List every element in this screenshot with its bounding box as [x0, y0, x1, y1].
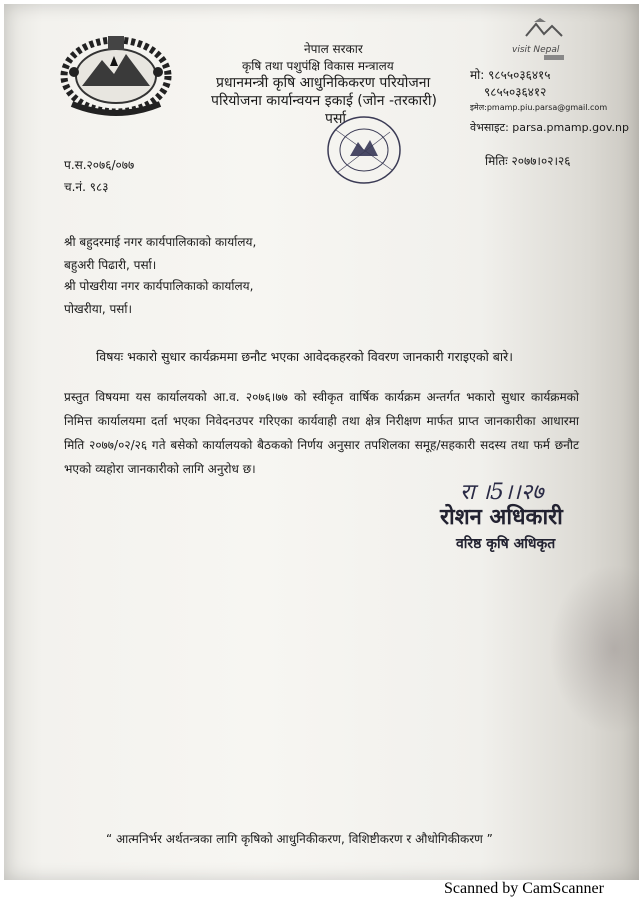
letter-page [4, 4, 639, 880]
letterhead-unit: परियोजना कार्यान्वयन इकाई (जोन -तरकारी) [211, 93, 437, 109]
addressee-line-4: पोखरीया, पर्सा। [64, 302, 133, 316]
footer-motto: “ आत्मनिर्भर अर्थतन्त्रका लागि कृषिको आधुनिकीकरण, विशिष्टीकरण र औधोगिकीकरण ” [106, 832, 493, 846]
addressee-line-3: श्री पोखरीया नगर कार्यपालिकाको कार्यालय, [64, 279, 254, 293]
letterhead-project: प्रधानमन्त्री कृषि आधुनिकिकरण परियोजना [216, 75, 431, 91]
visit-nepal-text: visit Nepal [512, 45, 560, 55]
letterhead-district: पर्सा [325, 111, 347, 127]
letter-subject: विषयः भकारो सुधार कार्यक्रममा छनौट भएका आवेदकहरको विवरण जानकारी गराइएको बारे। [96, 349, 514, 364]
contact-email: इमेल:pmamp.piu.parsa@gmail.com [470, 103, 608, 112]
shadow-overlay [549, 564, 639, 734]
contact-website: वेभसाइट: parsa.pmamp.gov.np [470, 121, 629, 134]
visit-nepal-logo-icon [504, 18, 574, 64]
office-stamp-icon [324, 112, 404, 188]
signatory-name: रोशन अधिकारी [440, 505, 563, 530]
dispatch-number: च.नं. ९८३ [64, 180, 109, 194]
addressee-line-2: बहुअरी पिढारी, पर्सा। [64, 258, 157, 272]
reference-number: प.स.२०७६/०७७ [64, 158, 135, 172]
letter-date: मितिः २०७७।०२।२६ [485, 154, 571, 168]
contact-phone-2: ९८५५०३६४१२ [484, 85, 547, 99]
addressee-line-1: श्री बहुदरमाई नगर कार्यपालिकाको कार्यालय, [64, 235, 257, 249]
nepal-emblem-icon [52, 26, 180, 118]
signature-scribble: रा ।5।।२७ [460, 480, 544, 505]
scanner-watermark: Scanned by CamScanner [444, 880, 604, 897]
contact-phone-1: मो: ९८५५०३६४१५ [470, 68, 551, 82]
letterhead-ministry: कृषि तथा पशुपंक्षि विकास मन्त्रालय [242, 59, 394, 73]
letterhead-government: नेपाल सरकार [304, 42, 363, 56]
letter-body: प्रस्तुत विषयमा यस कार्यालयको आ.व. २०७६।७७ को स्वीकृत वार्षिक कार्यक्रम अन्तर्गत भकारो सुधार कार्यक्रमको निमित्त कार्यालयमा दर्ता भएका निवेदनउपर गरिएका कार्यवाही तथा क्षेत्र निरीक्षण मार्फत प्राप्त जानकारीका आधारमा मिति २०७७/०२/२६ गते बसेको कार्यालयको बैठकको निर्णय अनुसार तपशिलका समूह/सहकारी सदस्य तथा फर्म छनौट भएको व्यहोरा जानकारीको लागि अनुरोध छ। [64, 390, 579, 476]
signatory-title: वरिष्ठ कृषि अधिकृत [456, 536, 556, 552]
